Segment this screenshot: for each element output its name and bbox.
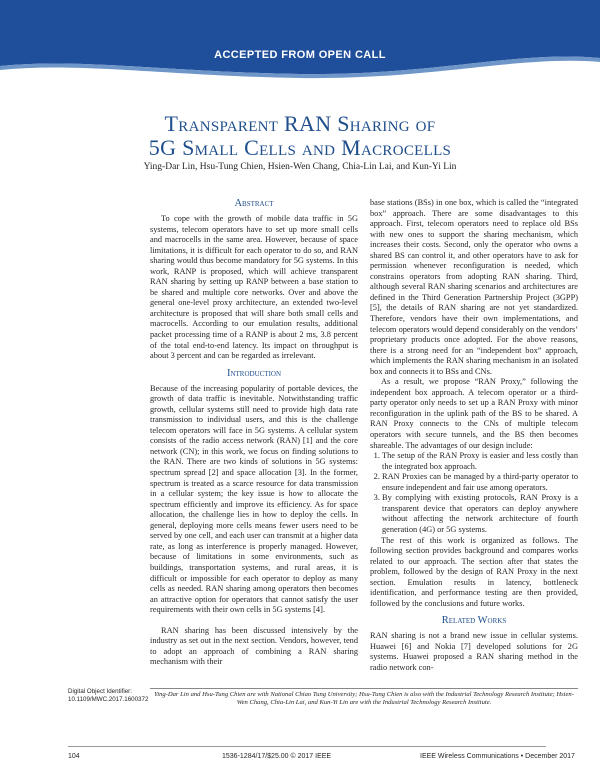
introduction-heading: Introduction bbox=[226, 367, 282, 379]
related-works-heading: Related Works bbox=[441, 615, 507, 627]
abstract-text: To cope with the growth of mobile data traffic in 5G systems, telecom operators have to set up more small cells and macrocells in the same area. However, because of space limitations, it is difficult for each operator to do so, and RAN sharing would thus become mandatory for 5G systems. In this work, RANP is proposed, which will achieve transparent RAN sharing by setting up RANP between a base station to be shared and multiple core networks. Over and above the general one-level proxy architecture, an extended two-level architecture is proposed that will share both small cells and macrocells. According to our emulation results, additional packet processing time of a RANP is about 2 ms, 3.8 percent of the total end-to-end latency. Its impact on throughput is about 3 percent and can be regarded as irrelevant. bbox=[150, 214, 358, 361]
title-line-2: 5G Small Cells and Macrocells bbox=[148, 135, 452, 160]
journal-issue: IEEE Wireless Communications • December 2017 bbox=[420, 753, 575, 760]
left-column bbox=[150, 198, 358, 668]
intro-paragraph-2: RAN sharing has been discussed intensively by the industry as set out in the next section. Vendors, however, tend to adopt an approach of combining a RAN sharing mechanism with their bbox=[150, 625, 358, 667]
footer-divider bbox=[68, 746, 546, 747]
intro-paragraph-1: Because of the increasing popularity of portable devices, the growth of data traffic is inevitable. Notwithstanding traffic growth, cellular systems still need to provide high data rate transmission to individual users, and this is the challenge telecom operators will face in 5G systems. A cellular system consists of the radio access network (RAN) [1] and the core network (CN); in this work, we focus on finding solutions to the RAN. There are two kinds of solutions in 5G systems: spectrum spread [2] and space allocation [3]. In the former, spectrum is treated as a scarce resource for data transmission in a cellular system; the key issue is how to allocate the spectrum efficiently and improve its efficiency. As for space allocation, the challenge lies in how to deploy the cells. In general, deploying more cells means fewer users need to be served by one cell, and each user can transmit at a higher data rate, as long as interference is properly managed. However, because of limitations in some environments, such as buildings, transportation systems, and rural areas, it is difficult or impossible for each operator to deploy as many cells as needed. RAN sharing among operators then becomes an attractive option for operators that cannot satisfy the user requirements with their own cells in 5G systems [4]. bbox=[150, 383, 358, 615]
header-banner bbox=[0, 0, 600, 82]
issn-copyright: 1536-1284/17/$25.00 © 2017 IEEE bbox=[222, 753, 332, 760]
doi-note: Digital Object Identifier: 10.1109/MWC.2017.1600372 bbox=[68, 688, 149, 703]
right-paragraph-2: As a result, we propose “RAN Proxy,” following the independent box approach. A telecom operator or a third-party operator only needs to set up a RAN Proxy with minor reconfiguration in the uplink path of the BS to be shared. A RAN Proxy connects to the CNs of multiple telecom operators with secure tunnels, and the BS then becomes shareable. The advantages of our design include: bbox=[370, 377, 578, 450]
paper-title bbox=[0, 112, 600, 160]
banner-shape bbox=[0, 0, 600, 82]
author-affiliation: Ying-Dar Lin and Hsu-Tung Chien are with National Chiao Tung University; Hsu-Tung Chien is also with the Industrial Technology Research Institute; Hsien-Wen Chang, Chia-Lin Lai, and Kun-Yi Lin are with the Industrial Technology Research Institute. bbox=[150, 688, 578, 708]
title-line-1: Transparent RAN Sharing of bbox=[164, 111, 436, 136]
right-paragraph-3: The rest of this work is organized as follows. The following section provides background and compares works related to our approach. The section after that states the problem, followed by the design of RAN Proxy in the next section. Emulation results in latency, bottleneck identification, and performance testing are then provided, followed by the conclusions and future works. bbox=[370, 535, 578, 608]
advantage-item: 2. RAN Proxies can be managed by a third-party operator to ensure independent and fair use among operators. bbox=[382, 472, 578, 493]
right-paragraph-1: base stations (BSs) in one box, which is called the “integrated box” approach. There are some disadvantages to this approach. First, telecom operators need to replace old BSs with new ones to support the sharing mechanism, which increases their costs. Second, only the operator who owns a shared BS can control it, and other operators have to ask for permission whenever reconfiguration is needed, which constrains operators from adopting RAN sharing. Third, although several RAN sharing scenarios and architectures are defined in the Third Generation Partnership Project (3GPP) [5], the details of RAN sharing are not yet standardized. Therefore, vendors have their own implementations, and telecom operators would depend considerably on the vendors’ proprietary products once adopted. For the above reasons, there is a strong need for an “independent box” approach, which implements the RAN sharing mechanism in an isolated box and connects it to BSs and CNs. bbox=[370, 198, 578, 376]
advantage-item: 1. The setup of the RAN Proxy is easier and less costly than the integrated box approach. bbox=[382, 451, 578, 472]
related-paragraph: RAN sharing is not a brand new issue in cellular systems. Huawei [6] and Nokia [7] developed solutions for 2G systems. Huawei proposed a RAN sharing method in the radio network con- bbox=[370, 631, 578, 672]
page-number: 104 bbox=[68, 753, 80, 760]
advantage-item: 3. By complying with existing protocols, RAN Proxy is a transparent device that operators can deploy anywhere without affecting the network architecture of fourth generation (4G) or 5G systems. bbox=[382, 493, 578, 535]
banner-label: ACCEPTED FROM OPEN CALL bbox=[214, 49, 386, 61]
right-column bbox=[370, 198, 578, 674]
author-list: Ying-Dar Lin, Hsu-Tung Chien, Hsien-Wen Chang, Chia-Lin Lai, and Kun-Yi Lin bbox=[143, 162, 457, 172]
abstract-heading: Abstract bbox=[234, 198, 274, 209]
advantages-list bbox=[370, 451, 578, 535]
